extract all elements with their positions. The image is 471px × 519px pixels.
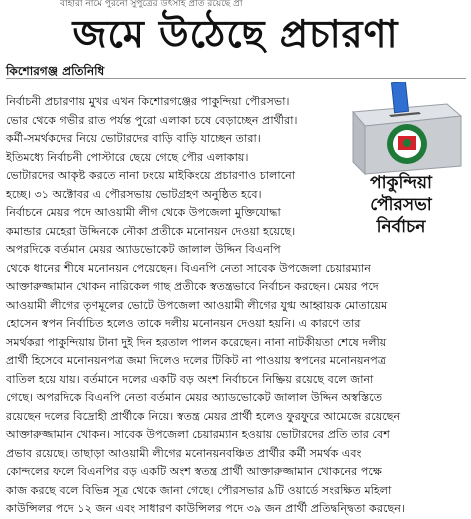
body-line: প্রভাব রয়েছে। তাছাড়া আওয়ামী লীগের মনোনয়নবঞ্চিত প্রার্থীর কর্মী সমর্থক এবং (6, 446, 362, 460)
body-line: আক্তারুজ্জামান খোকন নারিকেল গাছ প্রতীকে স্বতন্ত্রভাবে নির্বাচন করছেন। মেয়র পদে (6, 280, 379, 293)
body-line: কর্মী-সমর্থকদের নিয়ে ভোটারদের বাড়ি বাড়ি যাচ্ছেন তারা। (6, 132, 261, 145)
body-line: নির্বাচনী প্রচারণায় মুখর এখন কিশোরগঞ্জের পাকুন্দিয়া পৌরসভা। (6, 95, 290, 108)
body-line: কাজ করছে বলে বিভিন্ন সূত্র থেকে জানা গেছে। পৌরসভার ৯টি ওয়ার্ডে সংরক্ষিত মহিলা (6, 483, 392, 497)
body-line: রয়েছেন দলের বিদ্রোহী প্রার্থীকে নিয়ে। স্বতন্ত্র মেয়র প্রার্থী হলেও ফুরফুরে আমেজে রয়েছেন (6, 409, 401, 423)
top-cutoff-text: বাহারা নামে পুরনো সুপুত্রের উৎসাহ প্রতি রয়েছে প্রা (60, 0, 243, 8)
body-line: কোন্দলের ফলে বিএনপির বড় একটি অংশ স্বতন্ত্র প্রার্থী আক্তারুজ্জামান খোকনের পক্ষে (6, 465, 382, 478)
body-line: ভোটারদের আকৃষ্ট করতে নানা ঢংয়ে মাইকিংয়ে প্রচারণাও চালানো (6, 169, 296, 182)
byline: কিশোরগঞ্জ প্রতিনিধি (6, 64, 105, 78)
body-line: ইতিমধ্যে নির্বাচনী পোস্টারে ছেয়ে গেছে পৌর এলাকায়। (6, 150, 249, 164)
body-line: কমান্ডার মেহেরা উদ্দিনকে নৌকা প্রতীকে মনোনয়ন দেওয়া হয়েছে। (6, 224, 296, 238)
body-line: ভোর থেকে গভীর রাত পর্যন্ত পুরো এলাকা চষে বেড়াচ্ছেন প্রার্থীরা। (6, 113, 298, 127)
body-line: হোসেন স্বপন নির্বাচিত হলেও তাকে দলীয় মনোনয়ন দেওয়া হয়নি। এ কারণে তার (6, 317, 361, 330)
body-line: কাউন্সিলর পদে ১২ জন এবং সাধারণ কাউন্সিলর পদে ৩৯ জন প্রার্থী প্রতিদ্বন্দ্বিতা করছেন। (6, 502, 405, 515)
article-body-wide (6, 260, 466, 519)
byline-bar (6, 60, 466, 79)
body-line: সমর্থকরা পাকুন্দিয়ায় টানা দুই দিন হরতাল পালন করেছেন। নানা নাটকীয়তা শেষে দলীয় (6, 335, 387, 349)
article-body-narrow (6, 93, 466, 260)
body-line: আওয়ামী লীগের তৃণমূলের ভোটে উপজেলা আওয়ামী লীগের যুগ্ম আহ্বায়ক মোতায়েম (6, 298, 388, 312)
body-line: বাতিল হয়ে যায়। বর্তমানে দলের একটি বড় অংশ নির্বাচনে নিষ্ক্রিয় রয়েছে বলে জানা (6, 372, 374, 386)
body-line: অপরদিকে বর্তমান মেয়র অ্যাডভোকেট জালাল উদ্দিন বিএনপি (6, 243, 281, 256)
graphic-title-line: পাকুন্দিয়া (370, 173, 432, 193)
body-line: হচ্ছে। ৩১ অক্টোবর এ পৌরসভায় ভোটগ্রহণ অনুষ্ঠিত হবে। (6, 187, 262, 201)
graphic-title-line: পৌরসভা (370, 195, 432, 215)
body-line: প্রার্থী হিসেবে মনোনয়নপত্র জমা দিলেও দলের টিকিট না পাওয়ায় স্বপনের মনোনয়নপত্র (6, 354, 387, 367)
body-line: থেকে ধানের শীষে মনোনয়ন পেয়েছেন। বিএনপি নেতা সাবেক উপজেলা চেয়ারম্যান (6, 261, 371, 275)
body-line: আক্তারুজ্জামান খোকন। সাবেক উপজেলা চেয়ারম্যান হওয়ায় ভোটারদের প্রতি তার বেশ (6, 428, 390, 441)
body-line: নির্বাচনে মেয়র পদে আওয়ামী লীগ থেকে উপজেলা মুক্তিযোদ্ধা (6, 206, 281, 219)
body-line: গেছে। অপরদিকে বিএনপি নেতা বর্তমান মেয়র অ্যাডভোকেট জালাল উদ্দিন অস্বস্তিতে (6, 391, 383, 404)
headline: জমে উঠেছে প্রচারণা (72, 11, 399, 56)
graphic-title-line: নির্বাচন (376, 217, 426, 237)
